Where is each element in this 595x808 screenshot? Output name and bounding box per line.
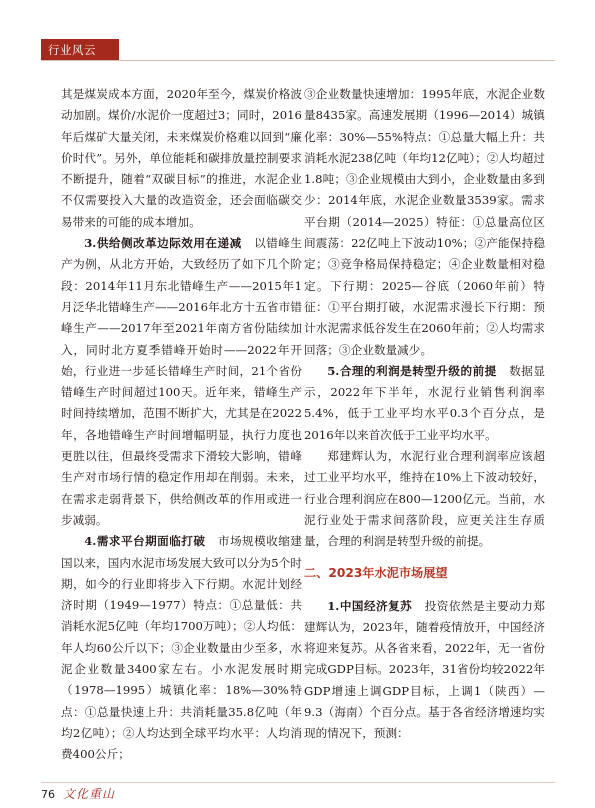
- paragraph-zheng-view: 郑建辉认为，水泥行业合理利润率应该超过工业平均水平，维持在10%上下波动较好，行业合理利润应在800—1200亿元。当前，水泥行业处于需求间落阶段，应更关注生存质量，合理的利润是转型升级的前提。: [304, 449, 545, 549]
- section-tag: 行业风云: [41, 39, 119, 61]
- section-heading-outlook: 二、2023年水泥市场展望: [304, 565, 448, 580]
- heading-demand-plateau: 4.需求平台期面临打破: [84, 534, 206, 549]
- footer-brand-logo: 文化重山: [63, 787, 116, 801]
- paragraph-economic-recovery: [304, 596, 545, 745]
- body-economic-recovery: 投资依然是主要动力郑建辉认为，2023年，随着疫情放开，中国经济将迎来复苏。从各省来看，2022年，无一省份完成GDP目标。2023年，31省份均较2022年GDP增速上调GDP目标，上调1（陕西）—9.3（海南）个百分点。基于各省经济增速均实现的情况下，预测：: [304, 598, 545, 741]
- paragraph-reasonable-profit: [304, 361, 545, 446]
- paragraph-coal-cost: 其是煤炭成本方面，2020年至今，煤炭价格波动加剧。煤价/水泥价一度超过3；同时，2016年后煤矿大量关闭，未来煤炭价格难以回到“廉价时代”。另外，单位能耗和碳排放量控制要求不断提升，随着“双碳目标”的推进，水泥企业不仅需要投入大量的改造资金，还会面临碳交易带来的可能的成本增加。: [61, 87, 302, 229]
- page-number: 76: [41, 788, 55, 801]
- left-column: [61, 84, 302, 766]
- paragraph-development-periods: ③企业数量快速增加：1995年底，水泥企业数量8435家。高速发展期（1996—2014）城镇化率：30%—55%特点：①总量大幅上升：共消耗水泥238亿吨（年均12亿吨）；②人均超过1.8吨；③企业规模由大到小，企业数量由多到少：2014年底，水泥企业数量3539家。需求平台期（2014—2025）特征：①总量高位区间震荡：22亿吨上下波动10%；②产能保持稳定；③竞争格局保持稳定；④企业数量相对稳定。下行期：2025—谷底（2060年前）特征：①平台期打破，水泥需求漫长下行期：预计水泥需求低谷发生在2060年前；②人均需求回落；③企业数量减少。: [304, 87, 545, 357]
- footer-divider: [41, 782, 555, 783]
- paragraph-demand-plateau: [61, 531, 302, 765]
- heading-reasonable-profit: 5.合理的利润是转型升级的前提: [327, 363, 497, 378]
- heading-economic-recovery: 1.中国经济复苏: [327, 598, 413, 613]
- right-column: [304, 84, 545, 745]
- body-reasonable-profit: 数据显示，2022年下半年，水泥行业销售利润率5.4%，低于工业平均水平0.3个百分点，是2016年以来首次低于工业平均水平。: [304, 363, 545, 442]
- body-demand-plateau: 市场规模收缩建国以来，国内水泥市场发展大致可以分为5个时期，如今的行业即将步入下行期。水泥计划经济时期（1949—1977）特点：①总量低：共消耗水泥5亿吨（年均1700万吨）；②人均低：年人均60公斤以下；③企业数量由少至多，水泥企业数量3400家左右。小水泥发展时期（1978—1995）城镇化率：18%—30%特点：①总量快速上升：共消耗量35.8亿吨（年均2亿吨）；②人均达到全球平均水平：人均消费400公斤；: [61, 534, 302, 762]
- heading-supply-reform: 3.供给侧改革边际效用在递减: [84, 236, 242, 251]
- header-divider: [41, 60, 555, 61]
- paragraph-supply-reform: [61, 233, 302, 531]
- body-supply-reform: 以错峰生产为例，从北方开始，大致经历了如下几个阶段：2014年11月东北错峰生产——2015年1月泛华北错峰生产——2016年北方十五省市错峰生产——2017年至2021年南方省份陆续加入，同时北方夏季错峰开始时——2022年开始，行业进一步延长错峰生产时间，21个省份错峰生产时间超过100天。近年来，错峰生产时间持续增加，范围不断扩大，尤其是在2022年，各地错峰生产时间增幅明显，执行力度也更胜以往，但最终受需求下滑较大影响，错峰生产对市场行情的稳定作用却在削弱。未来，在需求走弱背景下，供给侧改革的作用或进一步减弱。: [61, 236, 302, 527]
